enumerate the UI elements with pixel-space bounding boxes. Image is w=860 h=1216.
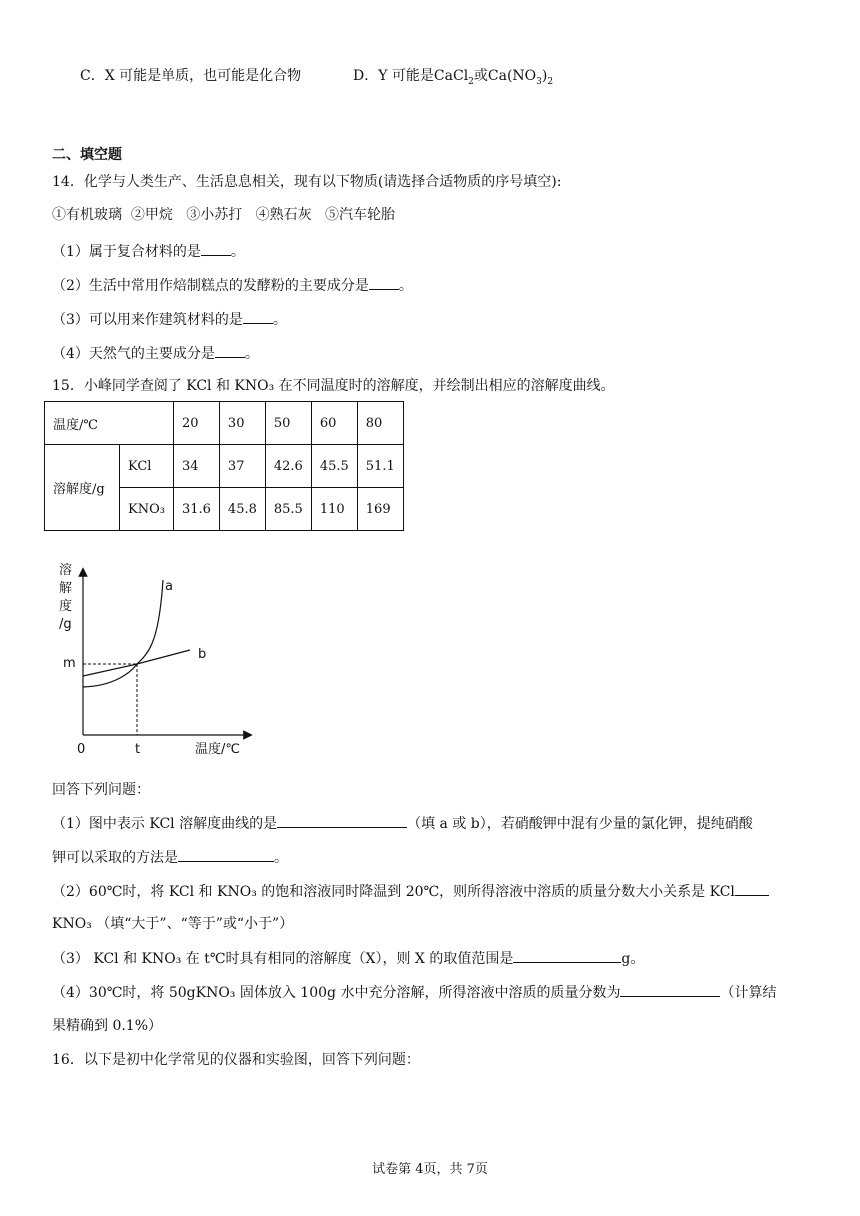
q15-p3 [52,948,644,969]
q14-sub4-text: （4）天然气的主要成分是 [52,346,215,362]
table-cell: 34 [173,445,219,488]
curve-a-label: a [165,579,173,594]
answer-blank[interactable] [369,275,399,290]
table-cell: 80 [357,402,403,445]
answer-blank[interactable] [215,343,245,358]
y-axis-label-char: 解 [59,581,73,596]
sub: 2 [547,76,554,87]
q15-p1-line1 [52,813,753,834]
curve-a [83,580,163,687]
table-cell: 31.6 [173,488,219,531]
q14-sub2 [52,275,413,296]
solubility-header: 溶解度/g [45,445,120,531]
table-cell: KCl [120,445,174,488]
q15-p4-line1 [52,982,776,1003]
solubility-curve-figure [55,560,265,760]
m-label: m [63,656,76,671]
table-cell: 45.5 [311,445,357,488]
table-cell: 169 [357,488,403,531]
q14-sub1-text: （1）属于复合材料的是 [52,244,201,260]
answer-blank[interactable] [243,309,273,324]
temp-header: 温度/℃ [45,402,174,445]
table-cell: 30 [219,402,265,445]
period: 。 [398,278,413,294]
q15-p2-line1 [52,881,769,902]
q15-p3-unit: g。 [621,951,645,967]
or-text: 或 [473,68,488,84]
section-title: 二、填空题 [52,147,122,163]
table-cell: 85.5 [265,488,311,531]
table-row [45,402,404,445]
solubility-table [44,401,404,531]
table-cell: 42.6 [265,445,311,488]
curve-b-label: b [198,647,207,662]
q15-p1-text3: 钾可以采取的方法是 [52,850,178,866]
page-footer: 试卷第 4页，共 7页 [372,1162,488,1177]
q15-p2-text: （2）60℃时，将 KCl 和 KNO₃ 的饱和溶液同时降温到 20℃，则所得溶液中溶质的质量分数大小关系是 KCl [52,884,735,900]
answer-blank[interactable] [178,847,274,862]
t-label: t [135,742,141,757]
answer-blank[interactable] [277,813,407,828]
period: 。 [272,312,287,328]
y-axis-label-char: 溶 [59,563,73,578]
q15-p1-line2 [52,847,288,868]
q15-p1-text: （1）图中表示 KCl 溶解度曲线的是 [52,816,278,832]
y-axis-label-char: 度 [59,599,73,614]
q15-p1-text2: （填 a 或 b），若硝酸钾中混有少量的氯化钾，提纯硝酸 [407,816,753,832]
option-d [353,66,553,92]
sub: 2 [468,76,474,87]
curve-b [83,650,190,676]
answer-blank[interactable] [620,982,720,997]
option-d-text: D．Y 可能是 [353,68,434,84]
sub: 3 [536,76,542,87]
table-cell: 45.8 [219,488,265,531]
q14-sub3 [52,309,287,330]
table-cell: 20 [173,402,219,445]
period: 。 [274,850,288,866]
table-cell: KNO₃ [120,488,174,531]
origin-label: 0 [77,742,86,757]
table-cell: 51.1 [357,445,403,488]
table-cell: 50 [265,402,311,445]
table-cell: 60 [311,402,357,445]
q16-stem: 16．以下是初中化学常见的仪器和实验图，回答下列问题： [52,1052,420,1068]
answer-intro: 回答下列问题： [52,782,150,798]
q14-sub4 [52,343,259,364]
q15-p4-text: （4）30℃时，将 50gKNO₃ 固体放入 100g 水中充分溶解，所得溶液中溶质的质量分数为 [52,985,621,1001]
q15-p4-line2: 果精确到 0.1%） [52,1018,163,1034]
formula-cacl2: CaCl [433,68,469,84]
period: 。 [230,244,245,260]
q15-stem: 15．小峰同学查阅了 KCl 和 KNO₃ 在不同温度时的溶解度，并绘制出相应的溶解度曲线。 [52,378,615,394]
y-axis-label-char: /g [59,617,72,632]
table-cell: 110 [311,488,357,531]
q15-p3-text: （3） KCl 和 KNO₃ 在 t℃时具有相同的溶解度（X），则 X 的取值范围是 [52,951,514,967]
formula-cano3: Ca(NO [487,68,537,84]
table-cell: 37 [219,445,265,488]
q14-sub1 [52,241,245,262]
answer-blank[interactable] [201,241,231,256]
answer-blank[interactable] [513,948,621,963]
option-c: C．X 可能是单质，也可能是化合物 [80,68,302,84]
q15-p2-line2: KNO₃ （填“大于”、“等于”或“小于”） [52,916,294,932]
q14-sub2-text: （2）生活中常用作焙制糕点的发酵粉的主要成分是 [52,278,369,294]
paren: ) [541,68,548,84]
x-axis-label: 温度/℃ [195,742,240,757]
q14-sub3-text: （3）可以用来作建筑材料的是 [52,312,243,328]
table-row [45,445,404,488]
period: 。 [244,346,259,362]
q15-p4-text2: （计算结 [720,985,777,1001]
answer-blank[interactable] [735,881,769,896]
q14-stem: 14．化学与人类生产、生活息息相关，现有以下物质(请选择合适物质的序号填空): [52,174,562,190]
q14-items: ①有机玻璃 ②甲烷 ③小苏打 ④熟石灰 ⑤汽车轮胎 [52,207,395,223]
